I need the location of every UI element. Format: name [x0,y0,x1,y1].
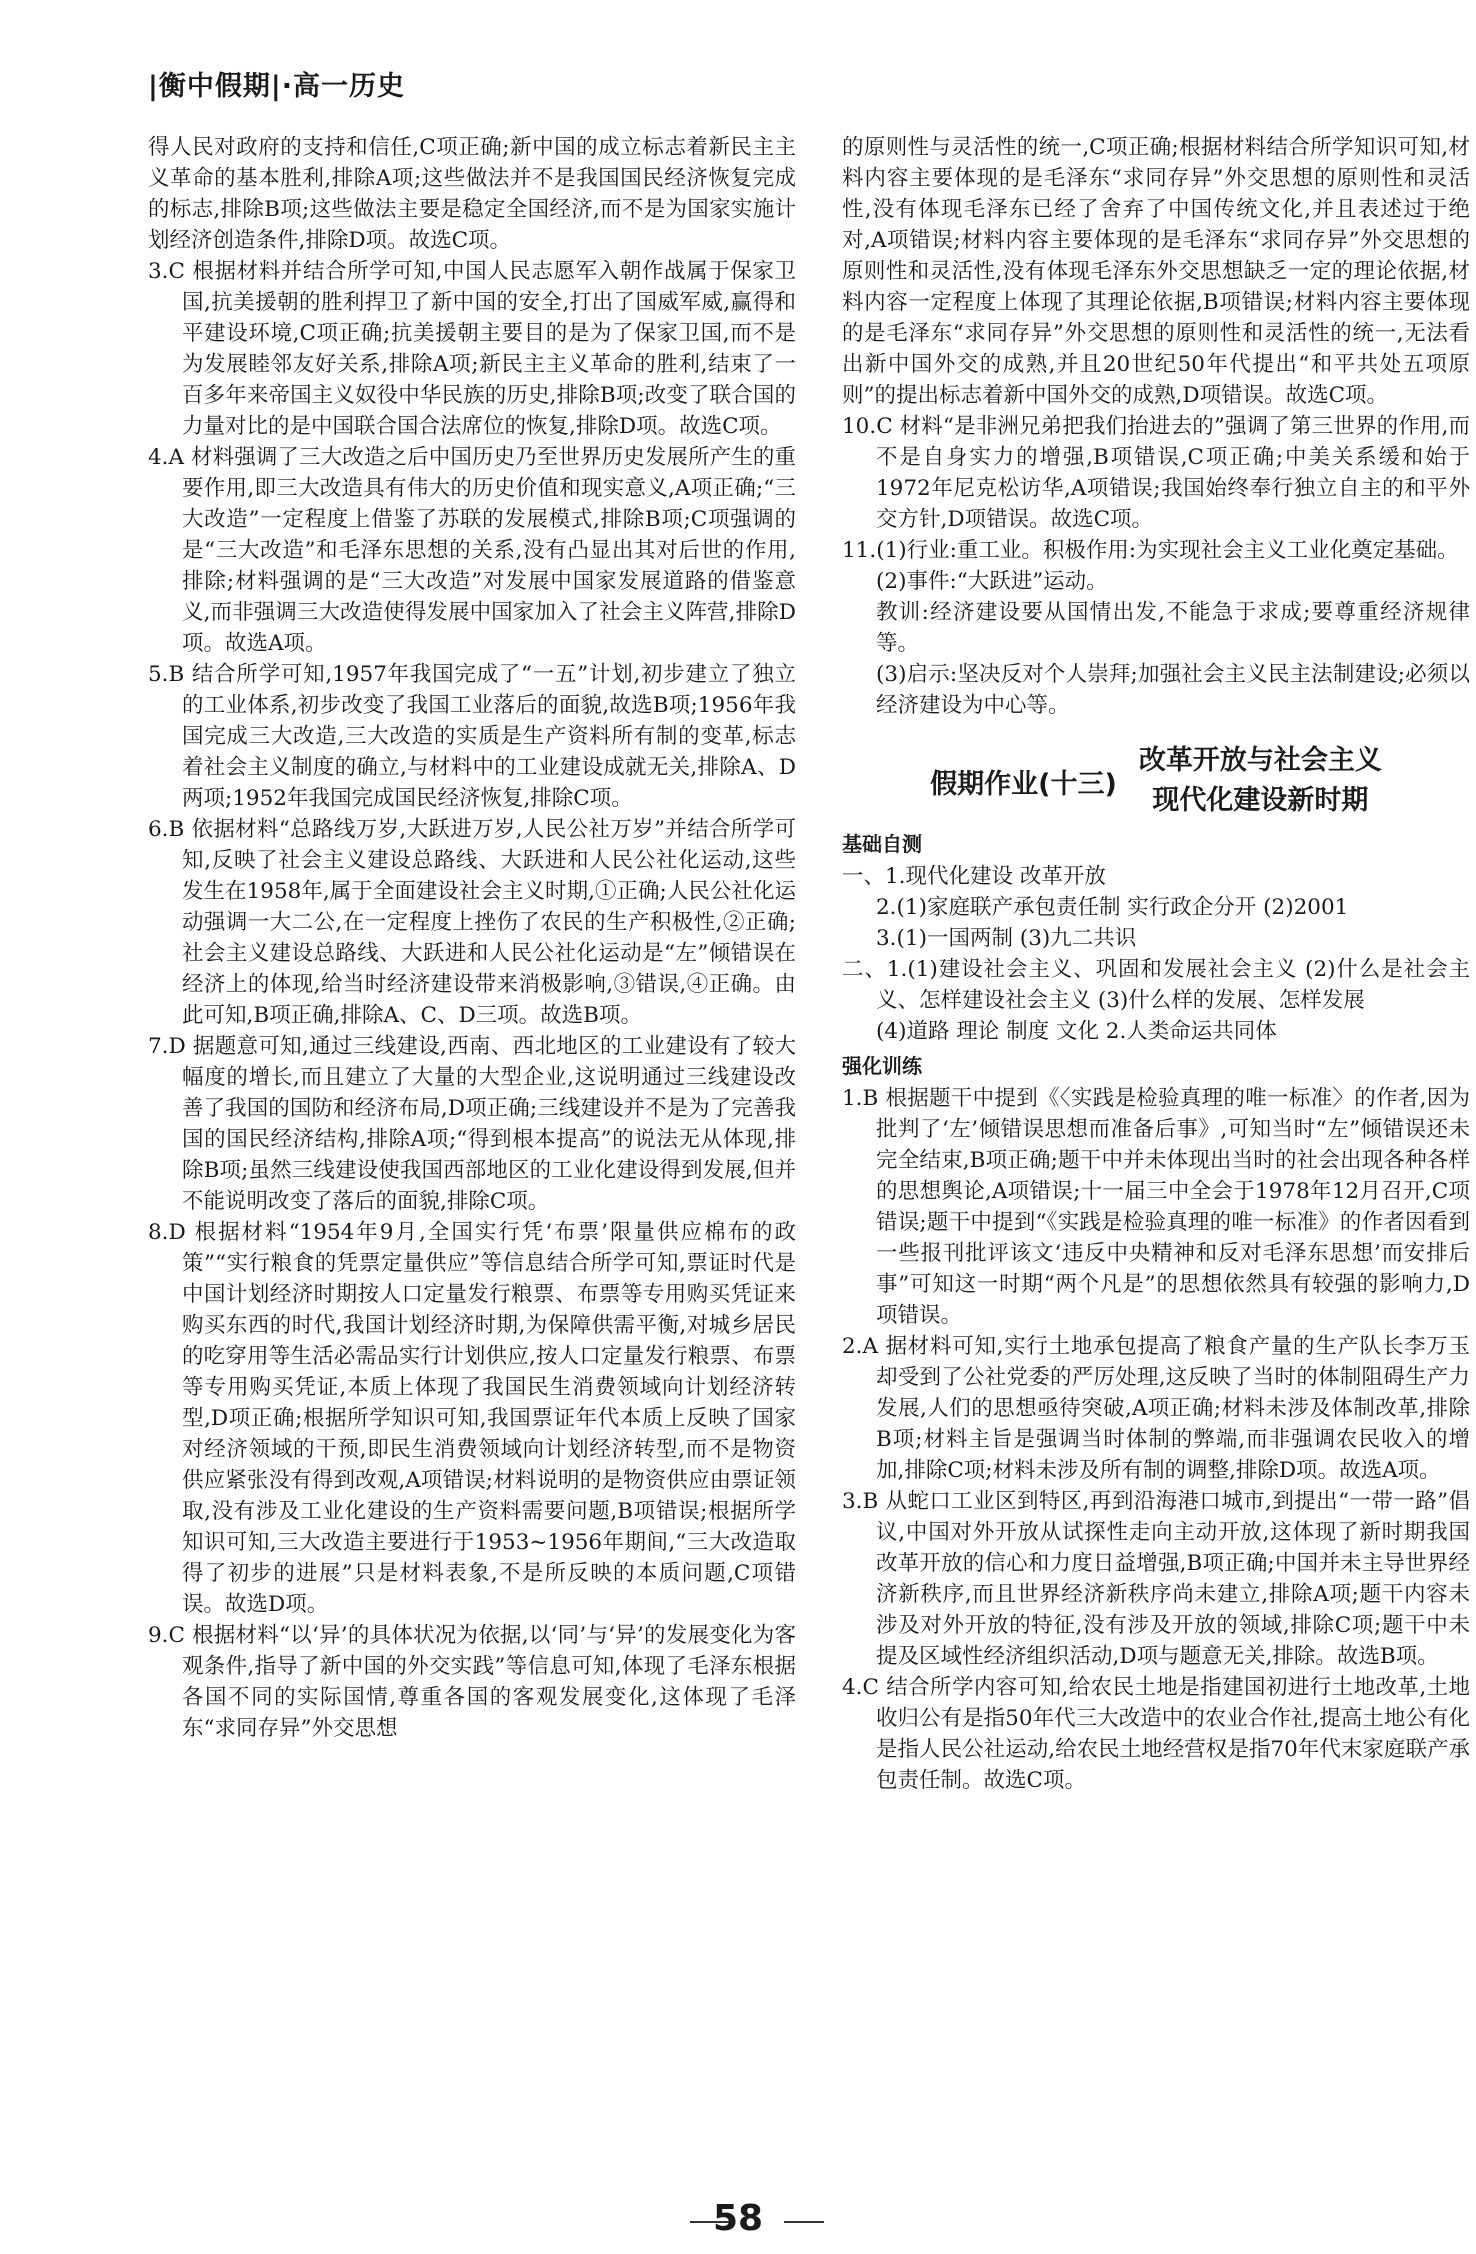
answer-item: 8.D 根据材料“1954年9月,全国实行凭‘布票’限量供应棉布的政策”“实行粮食的凭票定量供应”等信息结合所学可知,票证时代是中国计划经济时期按人口定量发行粮票、布票等专用购买凭证来购买东西的时代,我国计划经济时期,为保障供需平衡,对城乡居民的吃穿用等生活必需品实行计划供应,按人口定量发行粮票、布票等专用购买凭证,本质上体现了我国民生消费领域向计划经济转型,D项正确;根据所学知识可知,我国票证年代本质上反映了国家对经济领域的干预,即民生消费领域向计划经济转型,而不是物资供应紧张没有得到改观,A项错误;材料说明的是物资供应由票证领取,没有涉及工业化建设的生产资料需要问题,B项错误;根据所学知识可知,三大改造主要进行于1953~1956年期间,“三大改造取得了初步的进展”只是材料表象,不是所反映的本质问题,C项错误。故选D项。 [148,1220,796,1617]
section-title [842,741,1470,821]
basic-test-item: 一、1.现代化建设 改革开放 [842,864,1106,889]
training-item: 3.B 从蛇口工业区到特区,再到沿海港口城市,到提出“一带一路”倡议,中国对外开放从试探性走向主动开放,这体现了新时期我国改革开放的信心和力度日益增强,B项正确;中国并未主导世界经济新秩序,而且世界经济新秩序尚未建立,排除A项;题干内容未涉及对外开放的特征,没有涉及开放的领域,排除C项;题干中未提及区域性经济组织活动,D项与题意无关,排除。故选B项。 [842,1489,1470,1669]
basic-test-list [842,861,1470,1047]
page-header: |衡中假期|·高一历史 [148,71,405,102]
page-number-dash-right [784,2221,824,2223]
answer-item: (3)启示:坚决反对个人崇拜;加强社会主义民主法制建设;必须以经济建设为中心等。 [876,662,1470,718]
basic-test-heading: 基础自测 [842,832,922,856]
section-title-left: 假期作业(十三) [930,768,1117,800]
basic-test-item: 2.(1)家庭联产承包责任制 实行政企分开 (2)2001 [876,895,1349,920]
answer-item: 得人民对政府的支持和信任,C项正确;新中国的成立标志着新民主主义革命的基本胜利,排除A项;这些做法并不是我国国民经济恢复完成的标志,排除B项;这些做法主要是稳定全国经济,而不是为国家实施计划经济创造条件,排除D项。故选C项。 [148,135,796,253]
answer-item: 6.B 依据材料“总路线万岁,大跃进万岁,人民公社万岁”并结合所学可知,反映了社会主义建设总路线、大跃进和人民公社化运动,这些发生在1958年,属于全面建设社会主义时期,①正确;人民公社化运动强调一大二公,在一定程度上挫伤了农民的生产积极性,②正确;社会主义建设总路线、大跃进和人民公社化运动是“左”倾错误在经济上的体现,给当时经济建设带来消极影响,③错误,④正确。由此可知,B项正确,排除A、C、D三项。故选B项。 [148,817,796,1028]
training-item: 2.A 据材料可知,实行土地承包提高了粮食产量的生产队长李万玉却受到了公社党委的严厉处理,这反映了当时的体制阻碍生产力发展,人们的思想亟待突破,A项正确;材料未涉及体制改革,排除B项;材料主旨是强调当时体制的弊端,而非强调农民收入的增加,排除C项;材料未涉及所有制的调整,排除D项。故选A项。 [842,1334,1470,1483]
section-title-line-2: 现代化建设新时期 [1152,785,1369,816]
training-item: 1.B 根据题干中提到《〈实践是检验真理的唯一标准〉的作者,因为批判了‘左’倾错误思想而准备后事》,可知当时“左”倾错误还未完全结束,B项正确;题干中并未体现出当时的社会出现各种各样的思想舆论,A项错误;十一届三中全会于1978年12月召开,C项错误;题干中提到“《实践是检验真理的唯一标准》的作者因看到一些报刊批评该文‘违反中央精神和反对毛泽东思想’而安排后事”可知这一时期“两个凡是”的思想依然具有较强的影响力,D项错误。 [842,1086,1470,1328]
training-list [842,1083,1470,1796]
basic-test-item: 二、1.(1)建设社会主义、巩固和发展社会主义 (2)什么是社会主义、怎样建设社会主义 (3)什么样的发展、怎样发展 [842,957,1470,1013]
answer-item: 的原则性与灵活性的统一,C项正确;根据材料结合所学知识可知,材料内容主要体现的是毛泽东“求同存异”外交思想的原则性和灵活性,没有体现毛泽东已经了舍弃了中国传统文化,并且表述过于绝对,A项错误;材料内容主要体现的是毛泽东“求同存异”外交思想的原则性和灵活性,没有体现毛泽东外交思想缺乏一定的理论依据,材料内容一定程度上体现了其理论依据,B项错误;材料内容主要体现的是毛泽东“求同存异”外交思想的原则性和灵活性的统一,无法看出新中国外交的成熟,并且20世纪50年代提出“和平共处五项原则”的提出标志着新中国外交的成熟,D项错误。故选C项。 [842,135,1470,408]
answer-item: 4.A 材料强调了三大改造之后中国历史乃至世界历史发展所产生的重要作用,即三大改造具有伟大的历史价值和现实意义,A项正确;“三大改造”一定程度上借鉴了苏联的发展模式,排除B项;C项强调的是“三大改造”和毛泽东思想的关系,没有凸显出其对后世的作用,排除;材料强调的是“三大改造”对发展中国家发展道路的借鉴意义,而非强调三大改造使得发展中国家加入了社会主义阵营,排除D项。故选A项。 [148,445,796,656]
training-heading: 强化训练 [842,1054,922,1078]
left-column [148,132,796,1744]
right-column [842,132,1470,1796]
basic-test-item: (4)道路 理论 制度 文化 2.人类命运共同体 [876,1019,1277,1044]
answer-item: (2)事件:“大跃进”运动。 [876,569,1108,594]
answer-item: 教训:经济建设要从国情出发,不能急于求成;要尊重经济规律等。 [876,600,1470,656]
answer-item: 7.D 据题意可知,通过三线建设,西南、西北地区的工业建设有了较大幅度的增长,而且建立了大量的大型企业,这说明通过三线建设改善了我国的国防和经济布局,D项正确;三线建设并不是为了完善我国的国民经济结构,排除A项;“得到根本提高”的说法无从体现,排除B项;虽然三线建设使我国西部地区的工业化建设得到发展,但并不能说明改变了落后的面貌,排除C项。 [148,1034,796,1214]
answer-item: 10.C 材料“是非洲兄弟把我们抬进去的”强调了第三世界的作用,而不是自身实力的增强,B项错误,C项正确;中美关系缓和始于1972年尼克松访华,A项错误;我国始终奉行独立自主的和平外交方针,D项错误。故选C项。 [842,414,1470,532]
training-item: 4.C 结合所学内容可知,给农民土地是指建国初进行土地改革,土地收归公有是指50年代三大改造中的农业合作社,提高土地公有化是指人民公社运动,给农民土地经营权是指70年代末家庭联产承包责任制。故选C项。 [842,1675,1470,1793]
section-title-right [1139,741,1382,821]
answer-list-continued [842,132,1470,721]
answer-item: 5.B 结合所学可知,1957年我国完成了“一五”计划,初步建立了独立的工业体系,初步改变了我国工业落后的面貌,故选B项;1956年我国完成三大改造,三大改造的实质是生产资料所有制的变革,标志着社会主义制度的确立,与材料中的工业建设成就无关,排除A、D两项;1952年我国完成国民经济恢复,排除C项。 [148,662,796,811]
answer-item: 11.(1)行业:重工业。积极作用:为实现社会主义工业化奠定基础。 [842,538,1459,563]
section-title-line-1: 改革开放与社会主义 [1138,745,1382,776]
page-number: 58 [712,2198,764,2239]
answer-item: 3.C 根据材料并结合所学可知,中国人民志愿军入朝作战属于保家卫国,抗美援朝的胜利捍卫了新中国的安全,打出了国威军威,赢得和平建设环境,C项正确;抗美援朝主要目的是为了保家卫国,而不是为发展睦邻友好关系,排除A项;新民主主义革命的胜利,结束了一百多年来帝国主义奴役中华民族的历史,排除B项;改变了联合国的力量对比的是中国联合国合法席位的恢复,排除D项。故选C项。 [148,259,796,439]
basic-test-item: 3.(1)一国两制 (3)九二共识 [876,926,1137,951]
answer-item: 9.C 根据材料“以‘异’的具体状况为依据,以‘同’与‘异’的发展变化为客观条件,指导了新中国的外交实践”等信息可知,体现了毛泽东根据各国不同的实际国情,尊重各国的客观发展变化,这体现了毛泽东“求同存异”外交思想 [148,1623,796,1741]
